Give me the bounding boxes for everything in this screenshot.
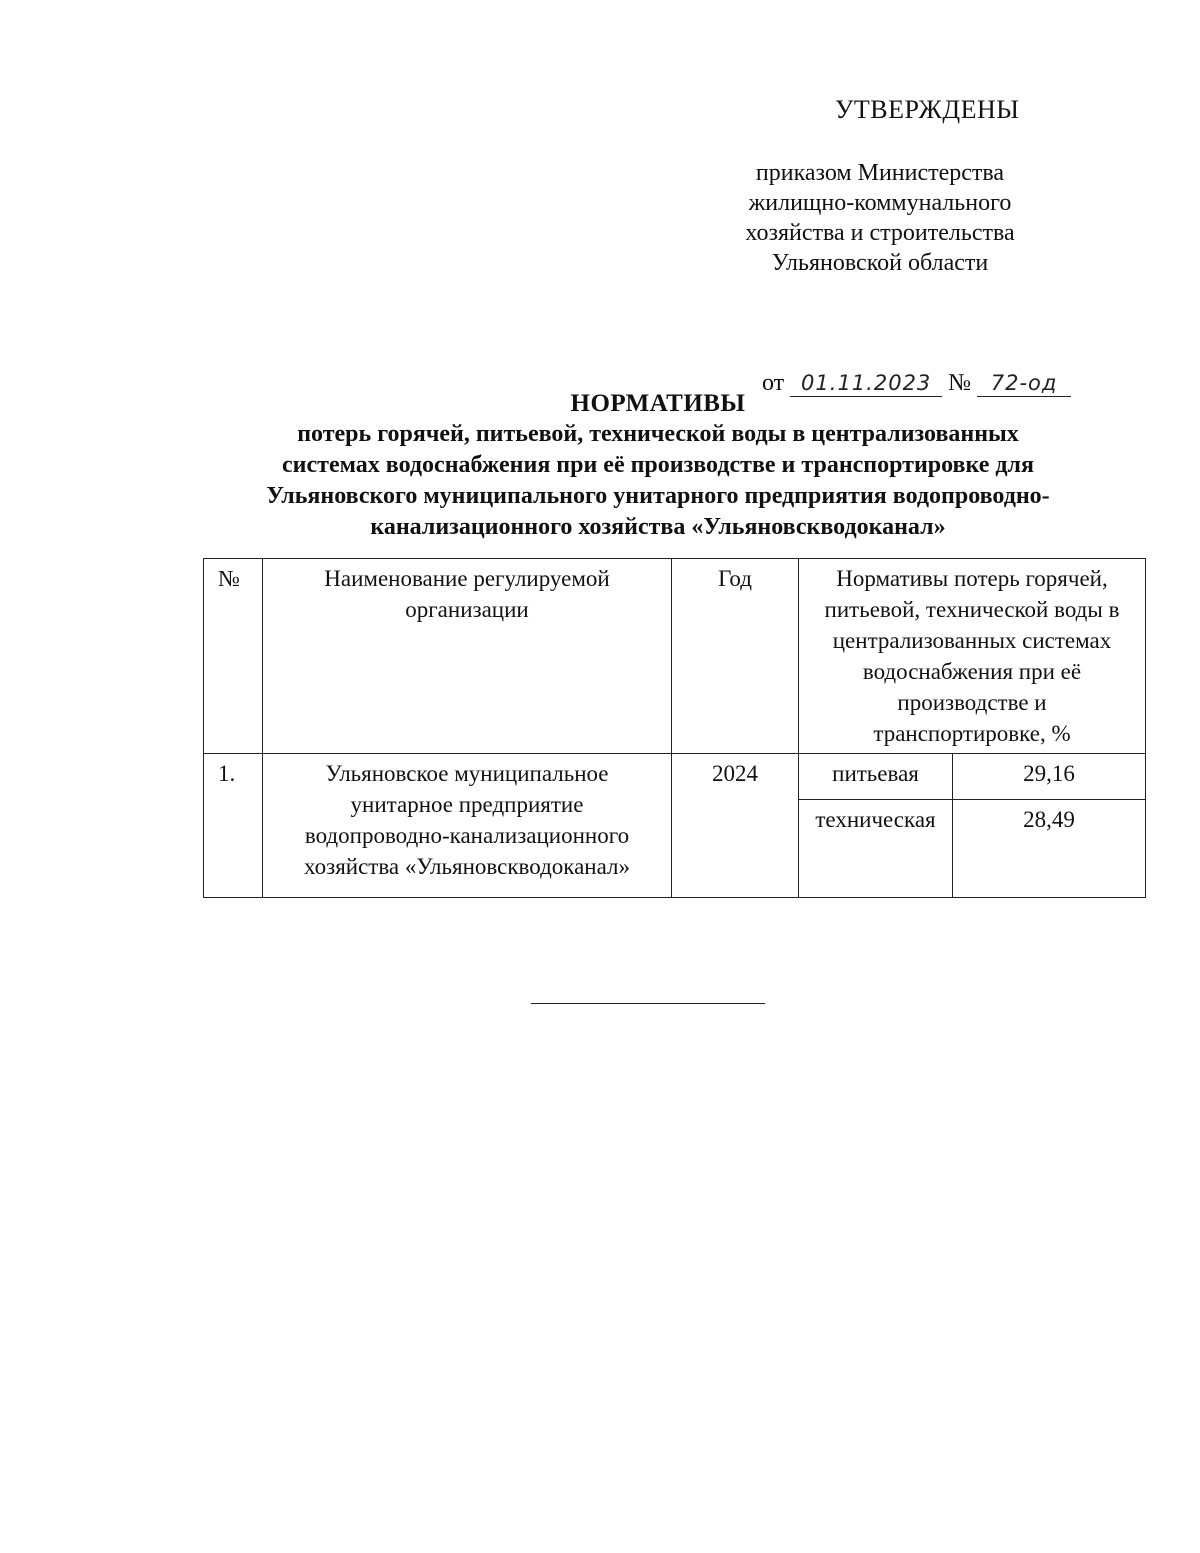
- approval-line: жилищно-коммунального: [748, 190, 1012, 216]
- approval-order-lines: [700, 158, 1140, 278]
- end-of-document-line: [531, 1003, 765, 1004]
- handwritten-number: 72-од: [977, 371, 1071, 397]
- approval-title: УТВЕРЖДЕНЫ: [835, 95, 1020, 124]
- document-subtitle-line: системах водоснабжения при её производстве и транспортировке для: [282, 452, 1034, 478]
- number-prefix: №: [948, 370, 972, 396]
- handwritten-date: 01.11.2023: [790, 371, 942, 397]
- document-subtitle-line: канализационного хозяйства «Ульяновскводоканал»: [370, 514, 946, 540]
- document-heading: [150, 388, 1166, 543]
- approval-line: приказом Министерства: [755, 160, 1005, 186]
- header-norms: Нормативы потерь горячей, питьевой, технической воды в централизованных системах водоснабжения при её производстве и транспортировке, %: [799, 559, 1146, 754]
- cell-norm-kind: питьевая: [799, 754, 953, 800]
- table-header-row: [204, 559, 1146, 754]
- header-year: Год: [672, 559, 799, 754]
- approval-line: Ульяновской области: [771, 250, 989, 276]
- cell-number: 1.: [204, 754, 263, 898]
- date-prefix: от: [762, 370, 785, 396]
- document-subtitle-line: потерь горячей, питьевой, технической воды в централизованных: [297, 421, 1019, 447]
- document-subtitle-line: Ульяновского муниципального унитарного предприятия водопроводно-: [266, 483, 1050, 509]
- cell-norm-kind: техническая: [799, 800, 953, 898]
- table-row: [204, 754, 1146, 800]
- norms-table: [203, 558, 1146, 898]
- header-organization: Наименование регулируемой организации: [263, 559, 672, 754]
- cell-year: 2024: [672, 754, 799, 898]
- cell-organization: Ульяновское муниципальное унитарное предприятие водопроводно-канализационного хозяйства «Ульяновскводоканал»: [263, 754, 672, 898]
- cell-norm-value: 29,16: [953, 754, 1146, 800]
- header-number: №: [204, 559, 263, 754]
- cell-norm-value: 28,49: [953, 800, 1146, 898]
- document-title: НОРМАТИВЫ: [570, 390, 746, 417]
- approval-line: хозяйства и строительства: [745, 220, 1015, 246]
